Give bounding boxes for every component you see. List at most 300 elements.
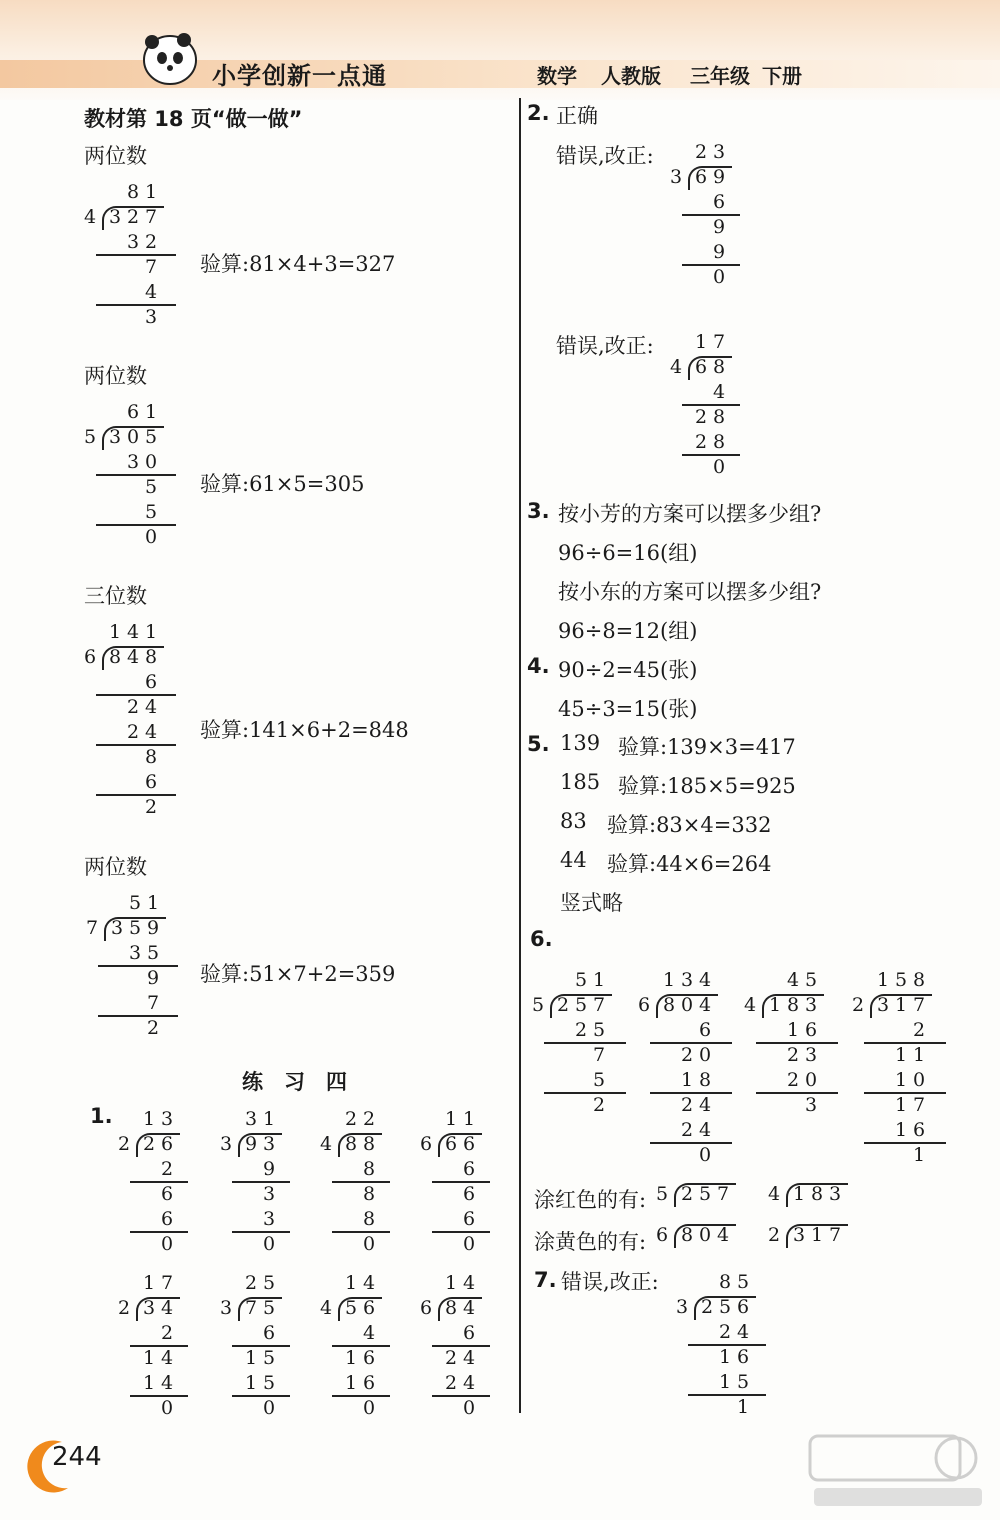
- divisor: 6: [656, 1224, 669, 1246]
- digit: 1: [718, 1371, 732, 1393]
- quotient: [676, 1270, 764, 1294]
- digit: 2: [786, 1069, 800, 1091]
- digit: 9: [712, 241, 726, 263]
- step-row: [852, 1143, 944, 1167]
- step-row: [676, 1320, 764, 1344]
- step-row: [638, 1043, 730, 1067]
- digit: 7: [592, 1044, 606, 1066]
- check-text: 验算:61×5=305: [200, 472, 365, 496]
- column-divider: [519, 98, 521, 1413]
- part-label: 两位数: [84, 144, 147, 168]
- digit: 3: [792, 1224, 806, 1246]
- digit: 0: [912, 1069, 926, 1091]
- digit: 2: [574, 1019, 588, 1041]
- divisor: 6: [638, 994, 651, 1016]
- digit: 1: [876, 969, 890, 991]
- step-row: [84, 305, 174, 329]
- step-row: [320, 1207, 388, 1231]
- digit: 4: [362, 1272, 376, 1294]
- step-row: [638, 1018, 730, 1042]
- step-row: [320, 1157, 388, 1181]
- digit: 4: [126, 621, 140, 643]
- digit: 3: [828, 1183, 842, 1205]
- step-row: [420, 1207, 488, 1231]
- step-row: [670, 265, 738, 289]
- divisor: 3: [220, 1133, 233, 1155]
- digit: 0: [680, 994, 694, 1016]
- digit: 2: [718, 1321, 732, 1343]
- digit: 6: [160, 1133, 174, 1155]
- dividend: [84, 645, 174, 669]
- digit: 9: [712, 166, 726, 188]
- digit: 8: [912, 969, 926, 991]
- step-row: [670, 190, 738, 214]
- digit: 2: [126, 206, 140, 228]
- divisor: 7: [86, 917, 99, 939]
- question-number: 5.: [527, 732, 550, 756]
- quotient: [84, 180, 174, 204]
- digit: 9: [712, 216, 726, 238]
- digit: 8: [712, 431, 726, 453]
- page-header: [0, 0, 1000, 100]
- step-row: [420, 1396, 488, 1420]
- quotient: [638, 968, 730, 992]
- digit: 5: [592, 1019, 606, 1041]
- digit: 3: [804, 1094, 818, 1116]
- digit: 3: [142, 1297, 156, 1319]
- digit: 8: [718, 1271, 732, 1293]
- digit: 0: [262, 1233, 276, 1255]
- answer-value: 139: [560, 731, 601, 755]
- quotient: [852, 968, 944, 992]
- digit: 1: [142, 1347, 156, 1369]
- check-text: 验算:44×6=264: [607, 852, 772, 876]
- step-row: [420, 1157, 488, 1181]
- step-row: [744, 1068, 836, 1092]
- digit: 3: [160, 1108, 174, 1130]
- digit: 5: [718, 1296, 732, 1318]
- digit: 2: [126, 696, 140, 718]
- step-row: [84, 695, 174, 719]
- digit: 2: [680, 1094, 694, 1116]
- quotient: [320, 1271, 388, 1295]
- dividend: [768, 1223, 850, 1247]
- step-row: [84, 450, 174, 474]
- step-row: [220, 1346, 288, 1370]
- digit: 5: [262, 1372, 276, 1394]
- digit: 1: [146, 892, 160, 914]
- digit: 6: [736, 1296, 750, 1318]
- divisor: 3: [220, 1297, 233, 1319]
- digit: 7: [712, 331, 726, 353]
- dividend: [532, 993, 624, 1017]
- step-row: [320, 1182, 388, 1206]
- step-row: [220, 1371, 288, 1395]
- digit: 4: [698, 1094, 712, 1116]
- step-row: [420, 1182, 488, 1206]
- digit: 1: [592, 969, 606, 991]
- digit: 8: [680, 1224, 694, 1246]
- digit: 8: [662, 994, 676, 1016]
- digit: 6: [462, 1158, 476, 1180]
- digit: 1: [912, 1044, 926, 1066]
- digit: 0: [160, 1397, 174, 1419]
- digit: 4: [160, 1372, 174, 1394]
- step-row: [84, 670, 174, 694]
- answer-text: 按小东的方案可以摆多少组?: [558, 580, 822, 604]
- digit: 1: [142, 1108, 156, 1130]
- divisor: 4: [670, 356, 683, 378]
- digit: 0: [462, 1397, 476, 1419]
- digit: 1: [142, 1272, 156, 1294]
- digit: 1: [810, 1224, 824, 1246]
- step-row: [638, 1118, 730, 1142]
- question-number: 7.: [534, 1268, 557, 1292]
- answer-text: 90÷2=45(张): [558, 658, 698, 682]
- digit: 9: [262, 1158, 276, 1180]
- digit: 0: [362, 1233, 376, 1255]
- step-row: [420, 1346, 488, 1370]
- digit: 4: [362, 1322, 376, 1344]
- step-row: [320, 1232, 388, 1256]
- digit: 7: [716, 1183, 730, 1205]
- step-row: [84, 475, 174, 499]
- divisor: 5: [84, 426, 97, 448]
- step-row: [84, 280, 174, 304]
- dividend: [84, 205, 174, 229]
- step-row: [320, 1346, 388, 1370]
- digit: 3: [262, 1183, 276, 1205]
- digit: 4: [144, 696, 158, 718]
- digit: 2: [694, 141, 708, 163]
- digit: 1: [344, 1372, 358, 1394]
- long-division: [676, 1270, 764, 1420]
- digit: 3: [262, 1133, 276, 1155]
- brand-title: 小学创新一点通: [212, 62, 387, 90]
- digit: 1: [344, 1272, 358, 1294]
- dividend: [656, 1223, 738, 1247]
- long-division: [84, 180, 174, 330]
- digit: 6: [462, 1133, 476, 1155]
- digit: 1: [444, 1108, 458, 1130]
- divisor: 2: [118, 1133, 131, 1155]
- step-row: [670, 430, 738, 454]
- digit: 0: [144, 526, 158, 548]
- digit: 2: [146, 1017, 160, 1039]
- step-row: [532, 1068, 624, 1092]
- digit: 1: [786, 1019, 800, 1041]
- step-row: [84, 230, 174, 254]
- digit: 0: [462, 1233, 476, 1255]
- answer-text: 正确: [556, 104, 598, 128]
- digit: 7: [144, 206, 158, 228]
- digit: 6: [126, 401, 140, 423]
- step-row: [532, 1093, 624, 1117]
- digit: 2: [160, 1158, 174, 1180]
- digit: 3: [144, 306, 158, 328]
- long-division: [118, 1271, 186, 1421]
- digit: 4: [698, 1119, 712, 1141]
- divisor: 5: [656, 1183, 669, 1205]
- digit: 5: [574, 994, 588, 1016]
- digit: 6: [462, 1322, 476, 1344]
- divisor: 4: [320, 1133, 333, 1155]
- step-row: [320, 1396, 388, 1420]
- step-row: [852, 1118, 944, 1142]
- digit: 5: [262, 1347, 276, 1369]
- digit: 5: [128, 892, 142, 914]
- dividend: [84, 425, 174, 449]
- step-row: [420, 1232, 488, 1256]
- step-row: [84, 500, 174, 524]
- quotient: [320, 1107, 388, 1131]
- note-text: 竖式略: [560, 891, 623, 915]
- digit: 6: [694, 356, 708, 378]
- dividend: [670, 355, 738, 379]
- digit: 2: [362, 1108, 376, 1130]
- step-row: [220, 1182, 288, 1206]
- step-row: [220, 1232, 288, 1256]
- digit: 7: [244, 1297, 258, 1319]
- step-row: [852, 1018, 944, 1042]
- digit: 0: [160, 1233, 174, 1255]
- digit: 6: [144, 771, 158, 793]
- quotient: [86, 891, 176, 915]
- step-row: [676, 1395, 764, 1419]
- digit: 2: [444, 1372, 458, 1394]
- answer-text: 45÷3=15(张): [558, 697, 698, 721]
- long-division: [84, 400, 174, 550]
- digit: 6: [362, 1372, 376, 1394]
- digit: 6: [698, 1019, 712, 1041]
- step-row: [84, 525, 174, 549]
- color-label: 涂红色的有:: [534, 1188, 647, 1212]
- long-division: [420, 1271, 488, 1421]
- digit: 8: [126, 181, 140, 203]
- quotient: [220, 1271, 288, 1295]
- dividend: [768, 1182, 850, 1206]
- step-row: [118, 1232, 186, 1256]
- long-division: [320, 1271, 388, 1421]
- digit: 1: [262, 1108, 276, 1130]
- answer-text: 按小芳的方案可以摆多少组?: [558, 502, 822, 526]
- digit: 4: [698, 969, 712, 991]
- digit: 4: [462, 1347, 476, 1369]
- digit: 3: [128, 942, 142, 964]
- long-division: [744, 968, 836, 1118]
- quotient: [84, 620, 174, 644]
- digit: 2: [694, 431, 708, 453]
- divisor: 2: [118, 1297, 131, 1319]
- digit: 4: [716, 1224, 730, 1246]
- digit: 3: [804, 994, 818, 1016]
- digit: 8: [144, 746, 158, 768]
- division-expression: [768, 1182, 850, 1207]
- digit: 1: [244, 1372, 258, 1394]
- digit: 4: [698, 994, 712, 1016]
- long-division: [320, 1107, 388, 1257]
- digit: 5: [894, 969, 908, 991]
- divisor: 2: [852, 994, 865, 1016]
- digit: 5: [736, 1371, 750, 1393]
- dividend: [86, 916, 176, 940]
- digit: 1: [444, 1272, 458, 1294]
- divisor: 2: [768, 1224, 781, 1246]
- dividend: [676, 1295, 764, 1319]
- step-row: [118, 1346, 186, 1370]
- digit: 2: [556, 994, 570, 1016]
- digit: 1: [680, 1069, 694, 1091]
- digit: 5: [592, 1069, 606, 1091]
- digit: 1: [894, 1094, 908, 1116]
- digit: 1: [662, 969, 676, 991]
- digit: 4: [712, 381, 726, 403]
- check-text: 验算:185×5=925: [618, 774, 796, 798]
- part-label: 两位数: [84, 855, 147, 879]
- long-division: [220, 1107, 288, 1257]
- dividend: [320, 1296, 388, 1320]
- digit: 1: [768, 994, 782, 1016]
- quotient: [532, 968, 624, 992]
- digit: 1: [792, 1183, 806, 1205]
- correction-label: 错误,改正:: [561, 1270, 659, 1294]
- digit: 6: [160, 1208, 174, 1230]
- answer-value: 83: [560, 809, 587, 833]
- digit: 6: [444, 1133, 458, 1155]
- digit: 7: [828, 1224, 842, 1246]
- digit: 5: [262, 1272, 276, 1294]
- digit: 3: [804, 1044, 818, 1066]
- digit: 5: [262, 1297, 276, 1319]
- quotient: [670, 140, 738, 164]
- digit: 5: [804, 969, 818, 991]
- page-number: 244: [52, 1442, 102, 1472]
- digit: 0: [698, 1224, 712, 1246]
- question-number: 6.: [530, 927, 553, 951]
- digit: 8: [810, 1183, 824, 1205]
- step-row: [852, 1093, 944, 1117]
- digit: 2: [244, 1272, 258, 1294]
- step-row: [320, 1371, 388, 1395]
- check-text: 验算:83×4=332: [607, 813, 772, 837]
- step-row: [118, 1371, 186, 1395]
- step-row: [86, 941, 176, 965]
- digit: 7: [160, 1272, 174, 1294]
- digit: 6: [462, 1208, 476, 1230]
- digit: 7: [144, 256, 158, 278]
- digit: 5: [736, 1271, 750, 1293]
- digit: 6: [144, 671, 158, 693]
- long-division: [532, 968, 624, 1118]
- quotient: [118, 1271, 186, 1295]
- step-row: [84, 795, 174, 819]
- digit: 2: [160, 1322, 174, 1344]
- digit: 2: [144, 796, 158, 818]
- digit: 8: [712, 406, 726, 428]
- step-row: [86, 991, 176, 1015]
- digit: 4: [462, 1272, 476, 1294]
- step-row: [676, 1370, 764, 1394]
- digit: 2: [444, 1347, 458, 1369]
- step-row: [638, 1143, 730, 1167]
- long-division: [670, 140, 738, 290]
- digit: 3: [680, 969, 694, 991]
- digit: 1: [144, 181, 158, 203]
- check-text: 验算:141×6+2=848: [200, 718, 409, 742]
- digit: 1: [912, 1144, 926, 1166]
- question-number: 3.: [527, 499, 550, 523]
- digit: 1: [462, 1108, 476, 1130]
- quotient: [744, 968, 836, 992]
- dividend: [420, 1296, 488, 1320]
- answer-text: 96÷8=12(组): [558, 619, 698, 643]
- digit: 2: [680, 1044, 694, 1066]
- divisor: 3: [670, 166, 683, 188]
- digit: 7: [592, 994, 606, 1016]
- practice-title: 练 习 四: [242, 1070, 347, 1094]
- digit: 4: [462, 1297, 476, 1319]
- digit: 7: [146, 992, 160, 1014]
- digit: 4: [144, 281, 158, 303]
- digit: 4: [144, 721, 158, 743]
- answer-text: 96÷6=16(组): [558, 541, 698, 565]
- step-row: [670, 405, 738, 429]
- dividend: [220, 1296, 288, 1320]
- digit: 0: [804, 1069, 818, 1091]
- digit: 1: [894, 1119, 908, 1141]
- digit: 1: [144, 621, 158, 643]
- digit: 6: [736, 1346, 750, 1368]
- step-row: [118, 1157, 186, 1181]
- division-expression: [768, 1223, 850, 1248]
- dividend: [670, 165, 738, 189]
- digit: 3: [712, 141, 726, 163]
- digit: 1: [736, 1396, 750, 1418]
- digit: 6: [362, 1297, 376, 1319]
- step-row: [420, 1321, 488, 1345]
- digit: 2: [912, 1019, 926, 1041]
- digit: 1: [144, 401, 158, 423]
- quotient: [220, 1107, 288, 1131]
- header-subject: 数学: [537, 64, 577, 88]
- digit: 1: [894, 994, 908, 1016]
- question-number: 2.: [527, 101, 550, 125]
- digit: 6: [804, 1019, 818, 1041]
- dividend: [118, 1296, 186, 1320]
- digit: 2: [142, 1133, 156, 1155]
- division-expression: [656, 1223, 738, 1248]
- digit: 7: [912, 1094, 926, 1116]
- digit: 5: [698, 1183, 712, 1205]
- step-row: [420, 1371, 488, 1395]
- divisor: 6: [420, 1297, 433, 1319]
- divisor: 6: [420, 1133, 433, 1155]
- dividend: [744, 993, 836, 1017]
- digit: 1: [108, 621, 122, 643]
- question-number: 1.: [90, 1104, 113, 1128]
- digit: 4: [736, 1321, 750, 1343]
- step-row: [744, 1018, 836, 1042]
- digit: 6: [462, 1183, 476, 1205]
- digit: 3: [108, 426, 122, 448]
- digit: 2: [786, 1044, 800, 1066]
- section-title: 教材第 18 页“做一做”: [84, 107, 303, 131]
- digit: 5: [146, 942, 160, 964]
- header-grade: 三年级: [690, 64, 750, 88]
- check-text: 验算:81×4+3=327: [200, 252, 396, 276]
- correction-label: 错误,改正:: [556, 334, 654, 358]
- digit: 0: [712, 266, 726, 288]
